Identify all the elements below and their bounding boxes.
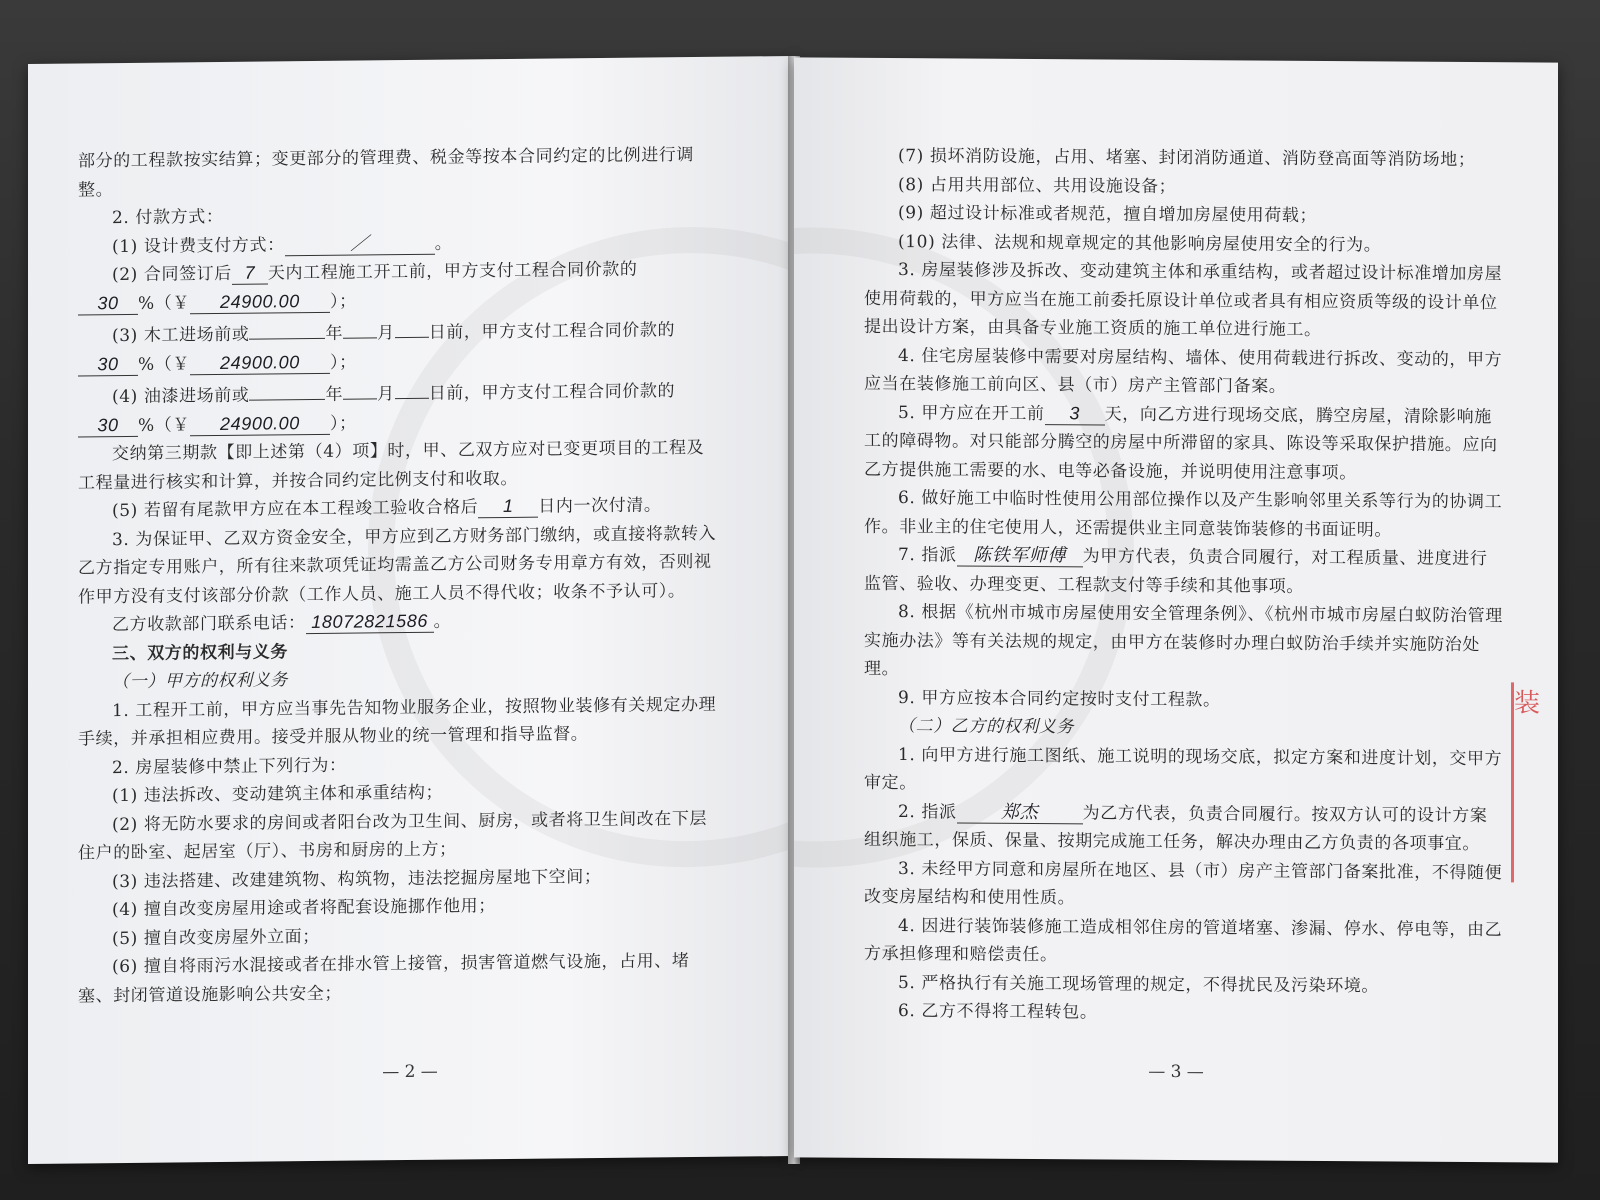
label: 月	[377, 323, 395, 344]
text-line: (9) 超过设计标准或者规范，擅自增加房屋使用荷载；	[898, 203, 1318, 226]
text-line	[864, 797, 1504, 858]
percent-field-4: 30	[78, 413, 138, 437]
text-line	[864, 398, 1504, 488]
label: ）；	[329, 352, 357, 373]
page-number: — 3 —	[1148, 1061, 1204, 1083]
label: 日内一次付清。	[538, 495, 662, 517]
party-a-representative-field: 陈铁军师傅	[957, 543, 1083, 567]
label: ）；	[329, 413, 357, 434]
text-line: 4. 住宅房屋装修中需要对房屋结构、墙体、使用荷载进行拆改、变动的，甲方应当在装修施工前向区、县（市）房产主管部门备案。	[864, 345, 1503, 397]
text-line: 6. 乙方不得将工程转包。	[898, 1001, 1098, 1023]
text-line: (8) 占用共用部位、共用设施设备；	[898, 174, 1177, 197]
text-line: 9. 甲方应按本合同约定按时支付工程款。	[898, 687, 1221, 710]
page-left	[28, 56, 792, 1164]
text-line: (10) 法律、法规和规章规定的其他影响房屋使用安全的行为。	[898, 231, 1382, 255]
text-line: 8. 根据《杭州市城市房屋使用安全管理条例》、《杭州市城市房屋白蚁防治管理实施办法》等有关法规的规定，由甲方在装修时办理白蚁防治手续并实施防治处理。	[864, 602, 1503, 680]
label: 日前，甲方支付工程合同价款的	[428, 381, 676, 404]
text-line: (4) 擅自改变房屋用途或者将配套设施挪作他用；	[112, 896, 496, 921]
text-line	[78, 312, 718, 351]
label: %（￥	[138, 292, 190, 314]
days-before-start-field: 3	[1045, 402, 1105, 425]
text-line: 3. 房屋装修涉及拆改、变动建筑主体和承重结构，或者超过设计标准增加房屋使用荷载的，甲方应当在施工前委托原设计单位或者具有相应资质等级的设计单位提出设计方案，由具备专业施工资质的施工单位进行施工。	[864, 260, 1503, 341]
right-page-text	[864, 142, 1504, 1030]
label: 天内工程施工开工前，甲方支付工程合同价款的	[267, 259, 638, 284]
text-line: 交纳第三期款【即上述第（4）项】时，甲、乙双方应对已变更项目的工程及工程量进行核实和计算，并按合同约定比例支付和收取。	[78, 437, 705, 493]
text-line: 4. 因进行装饰装修施工造成相邻住房的管道堵塞、渗漏、停水、停电等，由乙方承担修理和赔偿责任。	[864, 915, 1503, 966]
label: 2. 指派	[898, 801, 957, 822]
day-blank	[395, 315, 429, 338]
year-blank	[249, 377, 325, 401]
section-heading: 三、双方的权利与义务	[112, 641, 288, 664]
amount-field-3: 24900.00	[190, 350, 330, 374]
label: 年	[325, 323, 344, 344]
label: 日前，甲方支付工程合同价款的	[428, 320, 676, 343]
label: (5) 若留有尾款甲方应在本工程竣工验收合格后	[112, 497, 479, 522]
text-line: 1. 工程开工前，甲方应当事先告知物业服务企业，按照物业装修有关规定办理手续，并承担相应费用。接受并服从物业的统一管理和指导监督。	[78, 694, 717, 750]
text-line	[864, 541, 1504, 602]
text-line: 部分的工程款按实结算；变更部分的管理费、税金等按本合同约定的比例进行调整。	[78, 145, 694, 200]
label: (1) 设计费支付方式：	[112, 234, 285, 257]
text-line: 6. 做好施工中临时性使用公用部位操作以及产生影响邻里关系等行为的协调工作。非业主的住宅使用人，还需提供业主同意装饰装修的书面证明。	[864, 488, 1503, 541]
label: %（￥	[138, 414, 190, 436]
page-right	[794, 57, 1558, 1162]
label: 年	[325, 384, 344, 405]
design-fee-blank: ／	[285, 231, 435, 256]
final-days-field: 1	[478, 495, 538, 519]
left-page-text	[78, 141, 718, 1011]
text-line: (5) 擅自改变房屋外立面；	[112, 926, 320, 949]
label: 为乙方代表，负责合同履行。按双方认可的设计方案组织施工，保质、保量、按期完成施工任务，解决办理由乙方负责的各项事宜。	[864, 802, 1488, 855]
month-blank	[343, 376, 377, 399]
amount-field-4: 24900.00	[190, 411, 330, 435]
label: 。	[433, 611, 452, 632]
subsection-heading: （一）甲方的权利义务	[112, 670, 288, 693]
text-line: (2) 将无防水要求的房间或者阳台改为卫生间、厨房，或者将卫生间改在下层住户的卧室、起居室（厅）、书房和厨房的上方；	[78, 808, 708, 864]
text-line: 3. 未经甲方同意和房屋所在地区、县（市）房产主管部门备案批准，不得随便改变房屋结构和使用性质。	[864, 858, 1503, 909]
label: 月	[377, 384, 395, 405]
red-stamp-fragment: 装	[1511, 682, 1554, 882]
text-line: 5. 严格执行有关施工现场管理的规定，不得扰民及污染环境。	[898, 972, 1380, 996]
year-blank	[249, 316, 325, 340]
text-line: 1. 向甲方进行施工图纸、施工说明的现场交底，拟定方案和进度计划，交甲方审定。	[864, 744, 1503, 794]
text-line: (3) 违法搭建、改建建筑物、构筑物，违法挖掘房屋地下空间；	[112, 866, 602, 892]
subsection-heading: （二）乙方的权利义务	[898, 716, 1074, 738]
phone-field: 18072821586	[306, 610, 434, 634]
page-number: — 2 —	[382, 1061, 438, 1083]
text-line	[78, 373, 718, 412]
text-line: 2. 付款方式：	[112, 206, 224, 229]
label: (2) 合同签订后	[112, 263, 232, 286]
label: 7. 指派	[898, 545, 957, 566]
label: 。	[434, 233, 453, 254]
label: (3) 木工进场前或	[112, 324, 250, 347]
percent-field-3: 30	[78, 352, 138, 376]
label: ）；	[329, 291, 357, 312]
text-line: (6) 擅自将雨污水混接或者在排水管上接管，损害管道燃气设施，占用、堵塞、封闭管道设施影响公共安全；	[78, 951, 690, 1006]
text-line: (7) 损坏消防设施，占用、堵塞、封闭消防通道、消防登高面等消防场地；	[898, 146, 1476, 171]
party-b-representative-field: 郑杰	[957, 800, 1083, 824]
text-line: 2. 房屋装修中禁止下列行为：	[112, 755, 347, 778]
text-line: (1) 违法拆改、变动建筑主体和承重结构；	[112, 782, 444, 807]
label: 5. 甲方应在开工前	[898, 402, 1045, 424]
label: %（￥	[138, 353, 190, 375]
month-blank	[343, 315, 377, 338]
contract-booklet	[28, 60, 1558, 1160]
amount-field-2: 24900.00	[190, 289, 330, 313]
percent-field-2: 30	[78, 291, 138, 315]
day-blank	[395, 376, 429, 399]
text-line: 3. 为保证甲、乙双方资金安全，甲方应到乙方财务部门缴纳，或直接将款转入乙方指定专用账户，所有往来款项凭证均需盖乙方公司财务专用章方有效，否则视作甲方没有支付该部分价款（工作人员、施工人员不得代收；收条不予认可）。	[78, 523, 717, 607]
label: 乙方收款部门联系电话：	[112, 613, 306, 636]
days-after-signing-field: 7	[232, 261, 268, 284]
label: 为甲方代表，负责合同履行，对工程质量、进度进行监管、验收、办理变更、工程款支付等手续和其他事项。	[864, 546, 1488, 597]
label: 天，向乙方进行现场交底，腾空房屋，清除影响施工的障碍物。对只能部分腾空的房屋中所滞留的家具、陈设等采取保护措施。应向乙方提供施工需要的水、电等必备设施，并说明使用注意事项。	[864, 404, 1498, 483]
label: (4) 油漆进场前或	[112, 385, 250, 408]
